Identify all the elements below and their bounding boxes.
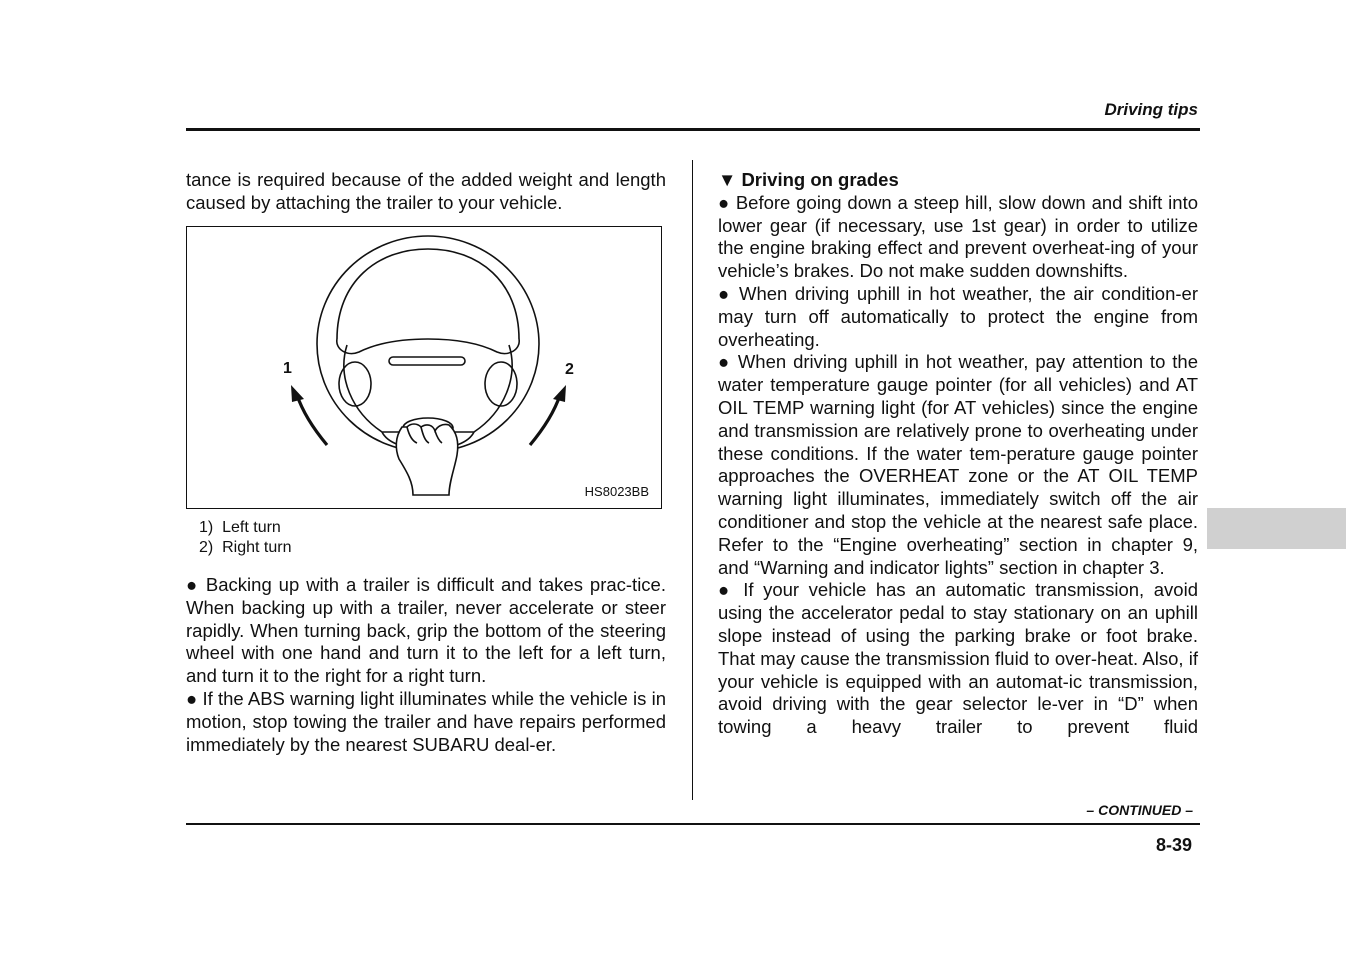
hub-slot [389, 357, 465, 365]
bullet-temperature-gauge: ● When driving uphill in hot weather, pay attention to the water temperature gauge pointer (for all vehicles) and AT OIL TEMP warning light (for AT vehicles) since the engine and transmission are relatively prone to overheating under these conditions. If the water tem-perature gauge pointer approaches the OVERHEAT zone or the AT OIL TEMP warning light illuminates, immediately switch off the air conditioner and stop the vehicle at the nearest safe place. Refer to the “Engine overheating” section in chapter 9, and “Warning and indicator lights” section in chapter 3. [718, 351, 1198, 578]
wheel-hub [344, 345, 512, 432]
left-column-bullets [186, 574, 666, 756]
figure-code: HS8023BB [584, 484, 649, 499]
section-title: ▼ Driving on grades [718, 169, 899, 190]
left-turn-arrow [297, 395, 327, 445]
right-pad [485, 362, 517, 406]
steering-wheel-illustration [187, 227, 661, 508]
bullet-automatic-transmission: ● If your vehicle has an automatic transmission, avoid using the accelerator pedal to stay stationary on an uphill slope instead of using the parking brake or foot brake. That may cause the transmission fluid to over-heat. Also, if your vehicle is equipped with an automat-ic transmission, avoid driving with the gear selector le-ver in “D” when towing a heavy trailer to prevent fluid [718, 579, 1198, 738]
bullet-air-conditioner: ● When driving uphill in hot weather, the air condition-er may turn off automatically to protect the engine from overheating. [718, 282, 1198, 350]
footer-rule [186, 823, 1200, 825]
figure-legend [199, 518, 291, 558]
legend-item-right-turn: 2) Right turn [199, 539, 292, 556]
column-divider [692, 160, 693, 800]
continued-marker: – CONTINUED – [1086, 802, 1193, 818]
figure-label-1: 1 [283, 360, 292, 377]
right-column [718, 169, 1198, 739]
bullet-abs-warning: ● If the ABS warning light illuminates while the vehicle is in motion, stop towing the trailer and have repairs performed immediately by the nearest SUBARU deal-er. [186, 687, 666, 755]
legend-item-left-turn: 1) Left turn [199, 519, 281, 536]
wheel-inner-rim-top [337, 249, 519, 339]
left-pad [339, 362, 371, 406]
header-rule [186, 128, 1200, 131]
steering-wheel-figure [186, 226, 662, 509]
bullet-backing-up: ● Backing up with a trailer is difficult and takes prac-tice. When backing up with a trailer, never accelerate or steer rapidly. When turning back, grip the bottom of the steering wheel with one hand and turn it to the left for a left turn, and turn it to the right for a right turn. [186, 574, 666, 687]
chapter-tab [1207, 508, 1346, 549]
figure-label-2: 2 [565, 361, 574, 378]
wheel-outer-rim [317, 236, 539, 452]
hand [396, 424, 457, 495]
running-header: Driving tips [1104, 100, 1198, 119]
right-turn-arrow [530, 395, 560, 445]
intro-paragraph: tance is required because of the added weight and length caused by attaching the trailer to your vehicle. [186, 169, 666, 213]
bullet-steep-hill: ● Before going down a steep hill, slow down and shift into lower gear (if necessary, use 1st gear) in order to utilize the engine braking effect and prevent overheat-ing of your vehicle’s brakes. Do not make sudden downshifts. [718, 191, 1198, 282]
page-number: 8-39 [1155, 835, 1192, 855]
